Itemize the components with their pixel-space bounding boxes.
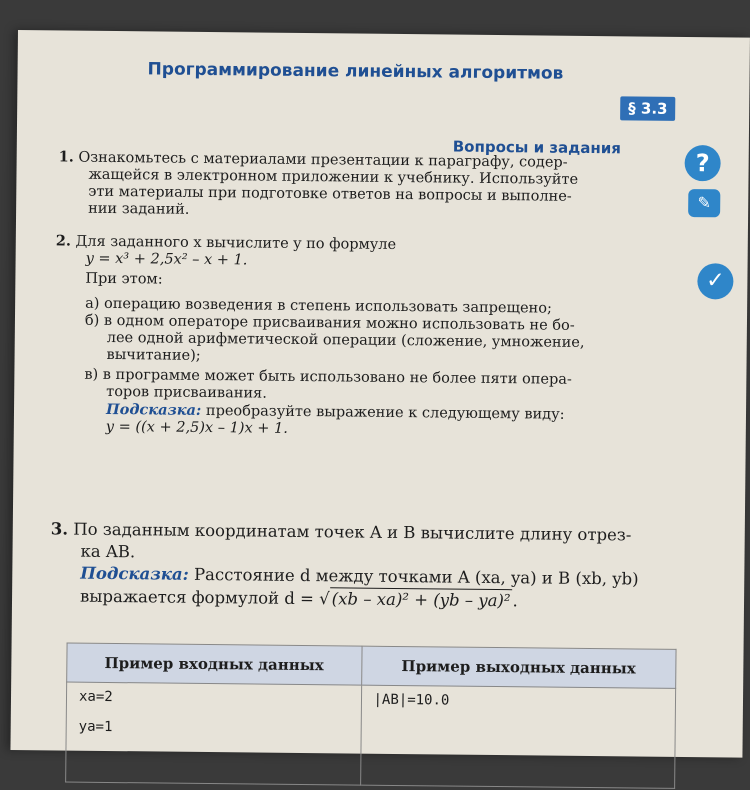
textbook-page	[10, 30, 749, 758]
example-table	[65, 643, 676, 789]
task-2-intro: Для заданного x вычислите y по формуле	[75, 233, 397, 253]
question-icon: ?	[684, 145, 720, 181]
task-2-item-b: б) в одном операторе присваивания можно использовать не бо-	[84, 312, 575, 334]
task-2-formula: y = x³ + 2,5x² – x + 1.	[85, 250, 248, 269]
task-2-item-c-cont: торов присваивания.	[106, 383, 267, 402]
task-1-line: Ознакомьтесь с материалами презентации к параграфу, содер-	[78, 149, 568, 171]
section-badge: § 3.3	[620, 96, 676, 121]
check-icon: ✓	[697, 263, 733, 299]
input-value: xa=2	[78, 688, 113, 706]
output-value: |AB|=10.0	[373, 691, 450, 709]
task-2-hint-text: преобразуйте выражение к следующему виду:	[201, 402, 565, 423]
task-3-hint-text: Расстояние d между точками A (xa, ya) и B (xb, yb)	[188, 564, 639, 589]
task-2-condition: При этом:	[85, 270, 163, 288]
pencil-icon: ✎	[688, 189, 720, 217]
task-3-period: .	[512, 591, 518, 611]
task-2-number: 2.	[55, 232, 72, 250]
task-2-item-a: а) операцию возведения в степень использовать запрещено;	[85, 295, 552, 317]
task-3-number: 3.	[50, 519, 69, 539]
task-3-line: ка AB.	[80, 541, 136, 562]
section-title: Вопросы и задания	[452, 137, 622, 158]
task-2-hint-label: Подсказка:	[105, 400, 202, 419]
task-2-hint-formula: y = ((x + 2,5)x – 1)x + 1.	[105, 418, 288, 437]
input-value: ya=1	[78, 718, 113, 736]
table-header-input: Пример входных данных	[67, 643, 362, 685]
table-header-output: Пример выходных данных	[361, 646, 676, 688]
task-2	[54, 232, 696, 442]
task-1-line: нии заданий.	[88, 200, 190, 218]
page-header-title: Программирование линейных алгоритмов	[147, 59, 564, 84]
task-1	[58, 148, 659, 223]
task-2-item-b-cont: лее одной арифметической операции (сложение, умножение,	[106, 329, 585, 351]
task-3: 3. По заданным координатам точек A и B вычислите длину отрез- ка AB. Подсказка: Расстояние d между точками A (xa, ya) и B (xb, yb) выражается формулой d = √ (xb – xa)² + (yb – ya)² .	[50, 518, 711, 614]
task-3-hint-label: Подсказка:	[80, 563, 189, 584]
task-3-sqrt-expression: (xb – xa)² + (yb – ya)²	[330, 587, 513, 612]
task-2-item-c: в) в программе может быть использовано не более пяти опера-	[84, 366, 572, 388]
task-3-formula-intro: выражается формулой d =	[79, 586, 320, 609]
task-3-line: По заданным координатам точек A и B вычислите длину отрез-	[73, 519, 632, 545]
table-cell-input	[66, 682, 362, 785]
task-1-number: 1.	[58, 148, 74, 166]
task-1-line: эти материалы при подготовке ответов на вопросы и выполне-	[88, 183, 572, 205]
task-1-line: жащейся в электронном приложении к учебнику. Используйте	[88, 166, 579, 188]
table-cell-output	[360, 685, 676, 788]
task-2-item-b-cont: вычитание);	[106, 346, 201, 364]
